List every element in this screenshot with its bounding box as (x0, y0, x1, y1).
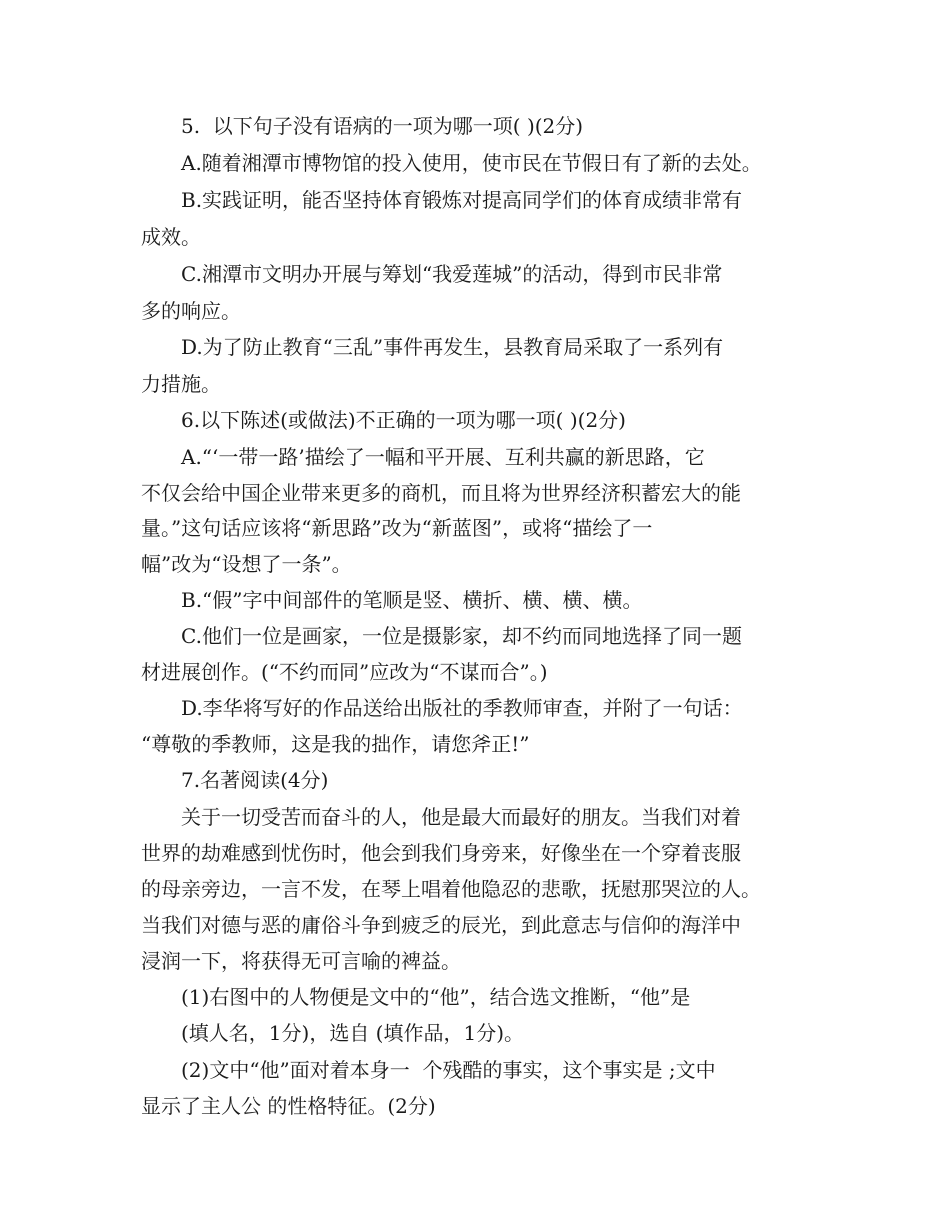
question-5-option-c-cont: 多的响应。 (141, 299, 241, 323)
question-6-option-c-cont: 材进展创作。(“不约而同”应改为“不谋而合”。) (141, 660, 548, 684)
reading-passage-line-3: 的母亲旁边，一言不发，在琴上唱着他隐忍的悲歌，抚慰那哭泣的人。 (141, 877, 761, 901)
question-6-stem: 6.以下陈述(或做法)不正确的一项为哪一项( )(2分) (181, 408, 626, 432)
reading-passage-line-5: 浸润一下，将获得无可言喻的裨益。 (141, 949, 461, 973)
question-7-part-2: (2)文中“他”面对着本身一 个残酷的事实，这个事实是 ;文中 (181, 1058, 716, 1082)
question-5-option-a: A.随着湘潭市博物馆的投入使用，使市民在节假日有了新的去处。 (181, 151, 762, 175)
question-5-option-c: C.湘潭市文明办开展与筹划“我爱莲城”的活动，得到市民非常 (181, 262, 723, 286)
question-6-option-c: C.他们一位是画家，一位是摄影家，却不约而同地选择了同一题 (181, 624, 742, 648)
reading-passage-line-1: 关于一切受苦而奋斗的人，他是最大而最好的朋友。当我们对着 (181, 805, 741, 829)
question-6-option-a-cont-2: 量。”这句话应该将“新思路”改为“新蓝图”，或将“描绘了一 (141, 516, 653, 540)
question-7-part-1-cont: (填人名，1分)，选自 (填作品，1分)。 (181, 1021, 525, 1045)
question-7-part-2-cont: 显示了主人公 的性格特征。(2分) (141, 1094, 436, 1118)
question-5-option-d-cont: 力措施。 (141, 372, 221, 396)
reading-passage-line-2: 世界的劫难感到忧伤时，他会到我们身旁来，好像坐在一个穿着丧服 (141, 841, 741, 865)
question-7-stem: 7.名著阅读(4分) (181, 768, 329, 792)
question-6-option-a: A.“‘一带一路’描绘了一幅和平开展、互利共赢的新思路，它 (181, 445, 705, 469)
question-6-option-a-cont-1: 不仅会给中国企业带来更多的商机，而且将为世界经济积蓄宏大的能 (141, 481, 741, 505)
question-5-option-b: B.实践证明，能否坚持体育锻炼对提高同学们的体育成绩非常有 (181, 188, 743, 212)
question-5-option-b-cont: 成效。 (141, 225, 201, 249)
question-6-option-d: D.李华将写好的作品送给出版社的季教师审查，并附了一句话： (181, 696, 743, 720)
reading-passage-line-4: 当我们对德与恶的庸俗斗争到疲乏的辰光，到此意志与信仰的海洋中 (141, 913, 741, 937)
question-6-option-d-cont: “尊敬的季教师，这是我的拙作，请您斧正!” (141, 732, 530, 756)
question-6-option-a-cont-3: 幅”改为“设想了一条”。 (141, 552, 352, 576)
question-5-stem: 5. 以下句子没有语病的一项为哪一项( )(2分) (181, 114, 584, 138)
question-5-option-d: D.为了防止教育“三乱”事件再发生，县教育局采取了一系列有 (181, 335, 724, 359)
question-7-part-1: (1)右图中的人物便是文中的“他”，结合选文推断，“他”是 (181, 985, 691, 1009)
question-6-option-b: B.“假”字中间部件的笔顺是竖、横折、横、横、横。 (181, 588, 643, 612)
